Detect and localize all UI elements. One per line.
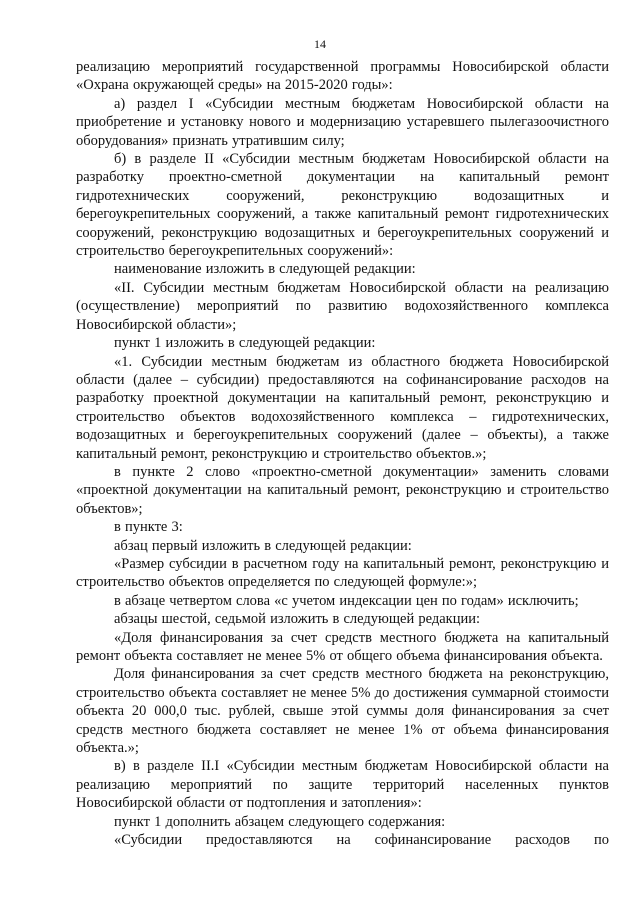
- page-number: 14: [314, 37, 326, 51]
- paragraph: в) в разделе II.I «Субсидии местным бюджетам Новосибирской области на реализацию мероприятий по защите территорий населенных пунктов Новосибирской области от подтопления и затопления»:: [76, 758, 609, 812]
- paragraph: в пункте 3:: [114, 519, 183, 536]
- paragraph: а) раздел I «Субсидии местным бюджетам Новосибирской области на приобретение и установку нового и модернизацию устаревшего пылегазоочистного оборудования» признать утратившим силу;: [76, 95, 609, 149]
- paragraph: «Размер субсидии в расчетном году на капитальный ремонт, реконструкцию и строительство объектов определяется по следующей формуле:»;: [76, 555, 609, 591]
- paragraph: реализацию мероприятий государственной программы Новосибирской области «Охрана окружающей среды» на 2015-2020 годы»:: [76, 59, 609, 94]
- paragraph: в абзаце четвертом слова «с учетом индексации цен по годам» исключить;: [114, 592, 579, 609]
- paragraph: Доля финансирования за счет средств местного бюджета на реконструкцию, строительство объекта составляет не менее 5% до достижения суммарной стоимости объекта 20 000,0 тыс. рублей, свыше этой суммы доля финансирования за счет средств местного бюджета составляет не менее 1% от объема финансирования объекта.»;: [76, 666, 609, 757]
- paragraph: пункт 1 дополнить абзацем следующего содержания:: [114, 813, 446, 830]
- paragraph: «Субсидии предоставляются на софинансирование расходов по: [114, 832, 609, 849]
- paragraph: б) в разделе II «Субсидии местным бюджетам Новосибирской области на разработку проектно-сметной документации на капитальный ремонт гидротехнических сооружений, реконструкцию водозащитных и берегоукрепительных сооружений, а также капитальный ремонт гидротехнических сооружений, реконструкцию водозащитных и берегоукрепительных сооружений и строительство берегоукрепительных сооружений»:: [76, 151, 609, 260]
- paragraph: «Доля финансирования за счет средств местного бюджета на капитальный ремонт объекта составляет не менее 5% от общего объема финансирования объекта.: [76, 629, 609, 664]
- paragraph: абзацы шестой, седьмой изложить в следующей редакции:: [114, 611, 481, 628]
- paragraph: «1. Субсидии местным бюджетам из областного бюджета Новосибирской области (далее – субсидии) предоставляются на софинансирование расходов на разработку проектной документации на капитальный ремонт, реконструкцию и строительство объектов водохозяйственного комплекса – гидротехнических, водозащитных и берегоукрепительных сооружений (далее – объекты), а также капитальный ремонт, реконструкцию и строительство объектов.»;: [76, 353, 609, 462]
- paragraph: наименование изложить в следующей редакции:: [114, 261, 416, 278]
- document-body: [76, 58, 609, 849]
- paragraph: в пункте 2 слово «проектно-сметной документации» заменить словами «проектной документации на капитальный ремонт, реконструкцию и строительство объектов»;: [76, 463, 609, 517]
- paragraph: абзац первый изложить в следующей редакции:: [114, 537, 412, 554]
- paragraph: «II. Субсидии местным бюджетам Новосибирской области на реализацию (осуществление) мероприятий по развитию водохозяйственного комплекса Новосибирской области»;: [76, 279, 609, 333]
- paragraph: пункт 1 изложить в следующей редакции:: [114, 335, 376, 352]
